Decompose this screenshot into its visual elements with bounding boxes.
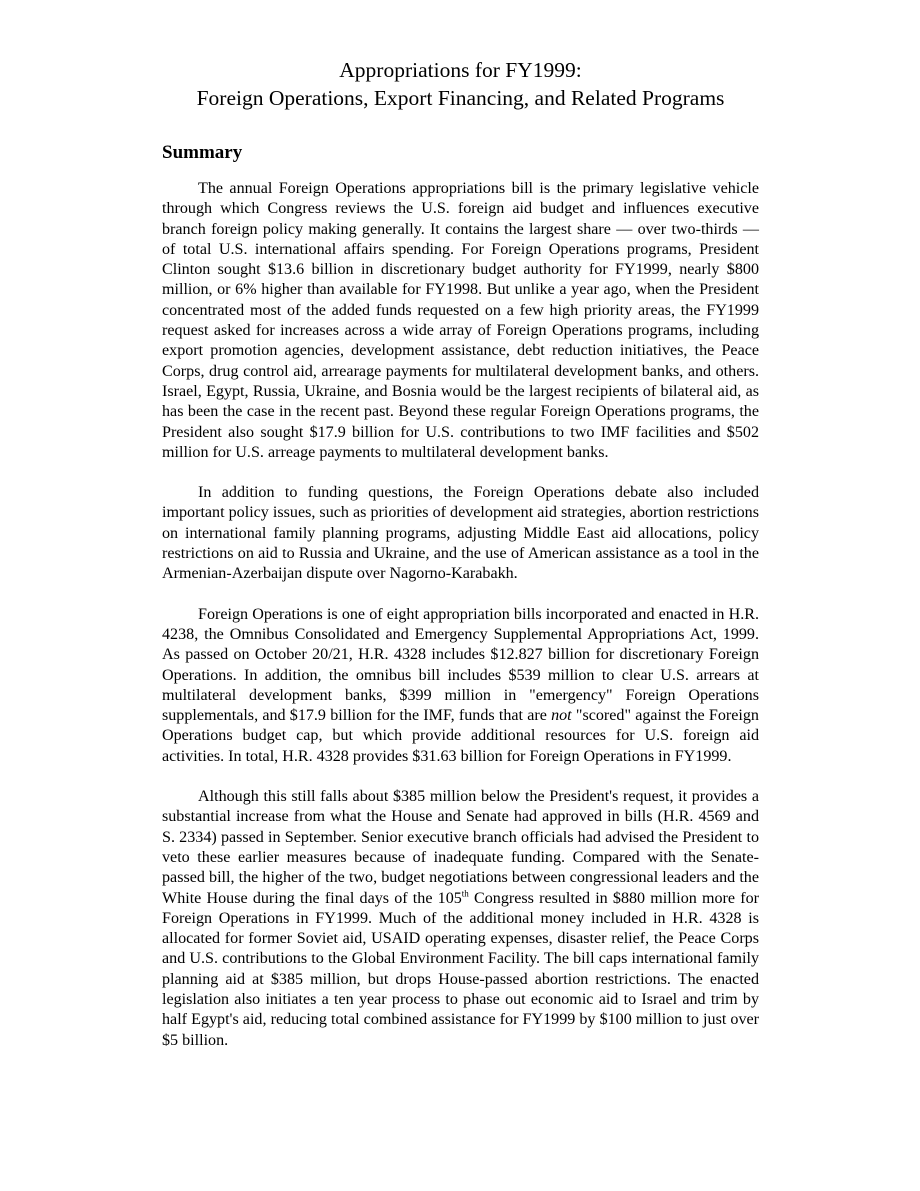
paragraph-4-text-a: Although this still falls about $385 million below the President's request, it provides a substantial increase from what the House and Senate had approved in bills (H.R. 4569 and S. 2334) passed in September. Senior executive branch officials had advised the President to veto these earlier measures because of inadequate funding. Compared with the Senate-passed bill, the higher of the two, budget negotiations between congressional leaders and the White House during the final days of the 105 <box>162 788 759 907</box>
document-title <box>162 56 759 112</box>
paragraph-4-superscript: th <box>461 888 469 899</box>
paragraph-3-emphasis: not <box>551 707 572 725</box>
paragraph-4-text-b: Congress resulted in $880 million more for Foreign Operations in FY1999. Much of the additional money included in H.R. 4328 is allocated for former Soviet aid, USAID operating expenses, disaster relief, the Peace Corps and U.S. contributions to the Global Environment Facility. The bill caps international family planning aid at $385 million, but drops House-passed abortion restrictions. The enacted legislation also initiates a ten year process to phase out economic aid to Israel and trim by half Egypt's aid, reducing total combined assistance for FY1999 by $100 million to just over $5 billion. <box>162 889 759 1049</box>
title-line-1: Appropriations for FY1999: <box>339 58 582 82</box>
summary-paragraph-1: The annual Foreign Operations appropriations bill is the primary legislative vehicle through which Congress reviews the U.S. foreign aid budget and influences executive branch foreign policy making generally. It contains the largest share — over two-thirds — of total U.S. international affairs spending. For Foreign Operations programs, President Clinton sought $13.6 billion in discretionary budget authority for FY1999, nearly $800 million, or 6% higher than available for FY1998. But unlike a year ago, when the President concentrated most of the added funds requested on a few high priority areas, the FY1999 request asked for increases across a wide array of Foreign Operations programs, including export promotion agencies, development assistance, debt reduction initiatives, the Peace Corps, drug control aid, arrearage payments for multilateral development banks, and others. Israel, Egypt, Russia, Ukraine, and Bosnia would be the largest recipients of bilateral aid, as has been the case in the recent past. Beyond these regular Foreign Operations programs, the President also sought $17.9 billion for U.S. contributions to two IMF facilities and $502 million for U.S. arreage payments to multilateral development banks. <box>162 180 759 461</box>
paragraph-3-text-a: Foreign Operations is one of eight appropriation bills incorporated and enacted in H.R. 4238, the Omnibus Consolidated and Emergency Supplemental Appropriations Act, 1999. As passed on October 20/21, H.R. 4328 includes $12.827 billion for discretionary Foreign Operations. In addition, the omnibus bill includes $539 million to clear U.S. arrears at multilateral development banks, $399 million in "emergency" Foreign Operations supplementals, and $17.9 billion for the IMF, funds that are <box>162 605 759 725</box>
summary-paragraph-4 <box>162 787 759 1051</box>
paragraph-3-text-b: "scored" against the Foreign Operations budget cap, but which provide additional resources for U.S. foreign aid activities. In total, H.R. 4328 provides $31.63 billion for Foreign Operations in FY1999. <box>162 707 759 765</box>
title-line-2: Foreign Operations, Export Financing, and Related Programs <box>196 86 725 110</box>
document-page <box>162 56 759 1071</box>
summary-paragraph-3 <box>162 605 759 767</box>
summary-paragraph-2: In addition to funding questions, the Foreign Operations debate also included important policy issues, such as priorities of development aid strategies, abortion restrictions on international family planning programs, adjusting Middle East aid allocations, policy restrictions on aid to Russia and Ukraine, and the use of American assistance as a tool in the Armenian-Azerbaijan dispute over Nagorno-Karabakh. <box>162 484 759 583</box>
section-heading-summary: Summary <box>162 142 243 163</box>
